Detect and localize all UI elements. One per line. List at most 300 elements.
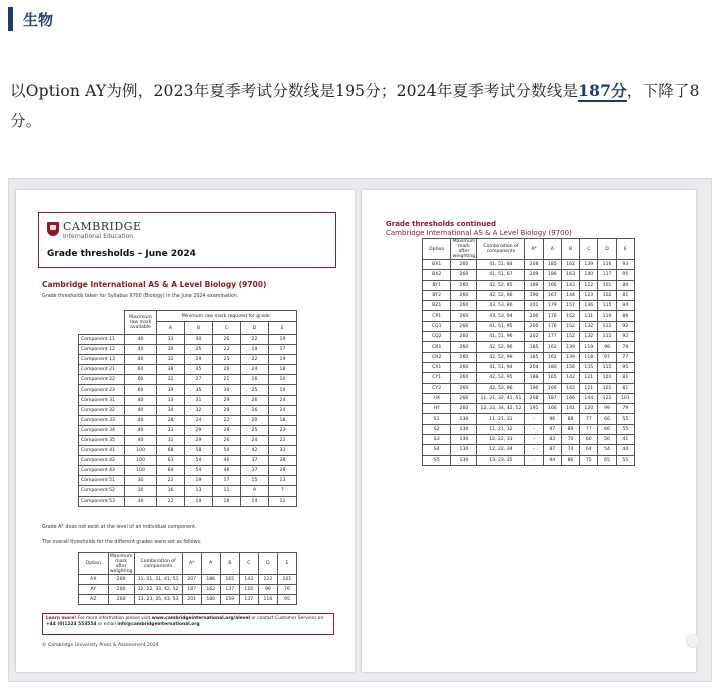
cambridge-logo	[47, 221, 141, 241]
table-cell: 119	[580, 342, 598, 352]
option-cell: CY2	[423, 383, 451, 393]
table-cell: 89	[561, 424, 579, 434]
table-cell: 101	[616, 393, 634, 403]
table-cell: 116	[258, 595, 277, 605]
table-cell: 88	[561, 414, 579, 424]
table-cell: 40	[125, 405, 157, 415]
table-cell: 208	[525, 393, 543, 403]
option-cell: BX2	[423, 270, 451, 280]
table-cell: 180	[543, 362, 561, 372]
table-cell: 112	[598, 332, 616, 342]
option-cell: BY2	[423, 290, 451, 300]
table-row	[423, 383, 635, 393]
table-cell: 95	[277, 595, 296, 605]
table-cell: 58	[184, 446, 212, 456]
table-cell: 260	[451, 342, 477, 352]
table-row	[423, 404, 635, 414]
table-cell: 190	[525, 383, 543, 393]
logo-name: CAMBRIDGE	[63, 220, 142, 233]
learn-more-phone: +44 (0)1223 553554	[46, 622, 97, 627]
col-header: Option	[79, 553, 109, 575]
component-name-cell: Component 32	[79, 405, 125, 415]
table-cell: 14	[240, 496, 268, 506]
table-cell: 207	[182, 575, 201, 585]
col-header: A	[543, 239, 561, 260]
table-cell: 191	[525, 404, 543, 414]
table-row	[423, 435, 635, 445]
table-cell: 189	[525, 280, 543, 290]
table-cell: 141	[561, 404, 579, 414]
table-cell: –	[525, 414, 543, 424]
table-cell: 123	[580, 290, 598, 300]
table-cell: 28	[157, 415, 185, 425]
shield-icon	[47, 222, 59, 236]
learn-more-email[interactable]: info@cambridgeinternational.org	[117, 622, 200, 627]
table-row	[79, 355, 297, 365]
table-cell: 186	[543, 270, 561, 280]
table-cell: 97	[598, 352, 616, 362]
table-row	[79, 456, 297, 466]
table-row	[79, 435, 297, 445]
table-cell: 17	[268, 345, 296, 355]
table-cell: 186	[201, 575, 220, 585]
table-cell: 260	[451, 352, 477, 362]
table-cell: 162	[543, 352, 561, 362]
table-cell: 41, 51, 84	[477, 260, 525, 270]
table-cell: 21	[212, 375, 240, 385]
table-row	[423, 280, 635, 290]
table-cell: 130	[451, 414, 477, 424]
paragraph-text-1: 以Option AY为例，2023年夏季考试分数线是195分；2024年夏季考试分数线是	[10, 82, 579, 100]
table-cell: 166	[561, 393, 579, 403]
table-cell: 179	[543, 301, 561, 311]
table-cell: 167	[543, 290, 561, 300]
table-cell: 31	[184, 395, 212, 405]
table-cell: 208	[525, 260, 543, 270]
option-cell: CX1	[423, 362, 451, 372]
table-cell: 200	[525, 321, 543, 331]
option-cell: S1	[423, 414, 451, 424]
table-cell: 55	[616, 424, 634, 434]
table-cell: 24	[268, 405, 296, 415]
table-cell: 176	[543, 321, 561, 331]
table-cell: 130	[451, 455, 477, 465]
summary-paragraph	[10, 76, 710, 136]
table-cell: 26	[212, 335, 240, 345]
continued-subheading: Cambridge International AS & A Level Biology (9700)	[386, 229, 572, 237]
component-name-cell: Component 42	[79, 456, 125, 466]
table-cell: 118	[580, 352, 598, 362]
component-name-cell: Component 31	[79, 395, 125, 405]
table-row	[79, 335, 297, 345]
table-cell: 30	[125, 496, 157, 506]
table-cell: 24	[184, 415, 212, 425]
table-cell: 28	[268, 456, 296, 466]
table-cell: 25	[184, 345, 212, 355]
table-cell: 152	[561, 311, 579, 321]
table-row	[79, 446, 297, 456]
table-cell: 65	[598, 455, 616, 465]
col-header: Maximum mark after weighting	[109, 553, 133, 574]
table-cell: 102	[598, 290, 616, 300]
table-row	[79, 345, 297, 355]
table-cell: 157	[561, 301, 579, 311]
col-header: E	[277, 553, 296, 575]
table-cell: 115	[598, 362, 616, 372]
table-cell: 66	[598, 424, 616, 434]
table-cell: 116	[239, 585, 258, 595]
table-cell: 34	[157, 405, 185, 415]
table-cell: 46	[212, 466, 240, 476]
table-cell: 166	[543, 280, 561, 290]
table-cell: 19	[268, 335, 296, 345]
table-cell: 177	[543, 332, 561, 342]
table-cell: 12	[268, 496, 296, 506]
document-header-box	[38, 212, 336, 268]
table-cell: 75	[580, 455, 598, 465]
table-cell: 135	[580, 362, 598, 372]
table-cell: 12, 22, 34, 42, 52	[477, 404, 525, 414]
table-cell: 165	[220, 575, 239, 585]
table-cell: 18	[268, 415, 296, 425]
option-cell: CQ2	[423, 332, 451, 342]
table-cell: 260	[451, 311, 477, 321]
option-cell: CR1	[423, 342, 451, 352]
note-astar: Grade A* does not exist at the level of an individual component.	[42, 525, 197, 530]
table-cell: 33	[157, 335, 185, 345]
table-cell: 60	[125, 375, 157, 385]
option-cell: S2	[423, 424, 451, 434]
table-cell: 79	[616, 404, 634, 414]
table-cell: 63	[157, 456, 185, 466]
component-name-cell: Component 22	[79, 375, 125, 385]
table-row	[79, 425, 297, 435]
table-cell: 15	[240, 476, 268, 486]
option-cell: CR2	[423, 352, 451, 362]
col-header: Option	[423, 239, 451, 260]
col-header: C	[580, 239, 598, 260]
table-cell: 176	[543, 311, 561, 321]
table-cell: 130	[451, 424, 477, 434]
component-name-cell: Component 13	[79, 355, 125, 365]
table-cell: 87	[543, 445, 561, 455]
syllabus-subheading: Grade thresholds taken for Syllabus 9700 (Biology) in the June 2024 examination.	[42, 294, 239, 299]
table-row	[79, 375, 297, 385]
table-cell: 260	[451, 280, 477, 290]
table-cell: 162	[561, 260, 579, 270]
table-cell: 101	[598, 383, 616, 393]
table-cell: 89	[616, 311, 634, 321]
table-cell: 41	[616, 435, 634, 445]
component-name-cell: Component 11	[79, 335, 125, 345]
table-row	[423, 290, 635, 300]
table-cell: –	[525, 455, 543, 465]
table-cell: 9	[240, 486, 268, 496]
table-cell: 41, 51, 95	[477, 321, 525, 331]
table-cell: 100	[125, 466, 157, 476]
copyright-text: © Cambridge University Press & Assessment 2024	[42, 643, 159, 648]
table-row	[423, 342, 635, 352]
table-cell: 55	[616, 455, 634, 465]
table-cell: 180	[201, 595, 220, 605]
table-cell: 144	[561, 290, 579, 300]
table-cell: 185	[543, 260, 561, 270]
table-cell: 120	[580, 404, 598, 414]
col-group-header: Minimum raw mark required for grade:	[157, 311, 297, 322]
table-cell: 19	[268, 355, 296, 365]
table-cell: 22	[240, 355, 268, 365]
grade-header: E	[268, 322, 296, 335]
logo-subtitle: International Education	[63, 233, 134, 240]
table-cell: 55	[616, 414, 634, 424]
table-cell: 22	[157, 476, 185, 486]
scroll-indicator[interactable]	[686, 634, 700, 648]
table-cell: 19	[184, 476, 212, 486]
table-cell: 25	[240, 425, 268, 435]
option-cell: HX	[423, 393, 451, 403]
col-header: A*	[525, 239, 543, 260]
table-cell: 64	[157, 466, 185, 476]
table-cell: 30	[157, 345, 185, 355]
table-cell: 74	[561, 445, 579, 455]
table-cell: 260	[451, 362, 477, 372]
table-cell: 81	[616, 290, 634, 300]
table-cell: 16	[157, 486, 185, 496]
table-cell: 94	[616, 301, 634, 311]
table-cell: 121	[580, 383, 598, 393]
table-cell: 37	[240, 466, 268, 476]
table-cell: 260	[451, 321, 477, 331]
table-cell: 260	[451, 383, 477, 393]
table-row	[79, 595, 297, 605]
table-cell: 100	[125, 456, 157, 466]
table-cell: 27	[184, 375, 212, 385]
table-cell: 54	[184, 466, 212, 476]
section-title: 生物	[23, 10, 54, 29]
table-cell: 32	[184, 405, 212, 415]
table-cell: 43, 53, 94	[477, 311, 525, 321]
table-cell: 185	[525, 342, 543, 352]
table-cell: 19	[240, 345, 268, 355]
table-cell: 17	[212, 476, 240, 486]
table-row	[423, 393, 635, 403]
col-header: D	[258, 553, 277, 575]
table-cell: 139	[580, 260, 598, 270]
right-document-page	[362, 190, 696, 672]
table-cell: 54	[598, 445, 616, 455]
table-cell: 32	[157, 375, 185, 385]
table-cell: 136	[580, 301, 598, 311]
table-cell: 99	[598, 404, 616, 414]
table-row	[423, 362, 635, 372]
table-cell: 60	[125, 385, 157, 395]
table-cell: 93	[616, 260, 634, 270]
component-name-cell: Component 23	[79, 385, 125, 395]
component-name-cell: Component 43	[79, 466, 125, 476]
table-cell: 200	[525, 311, 543, 321]
table-cell: 77	[616, 352, 634, 362]
table-cell: 39	[157, 385, 185, 395]
table-row	[423, 414, 635, 424]
col-header: Maximum mark after weighting	[452, 239, 476, 259]
option-cell: AX	[79, 575, 109, 585]
table-cell: 187	[543, 393, 561, 403]
option-threshold-table	[78, 552, 297, 605]
table-cell: 42, 52, 96	[477, 383, 525, 393]
component-name-cell: Component 21	[79, 365, 125, 375]
table-cell: 42, 52, 85	[477, 280, 525, 290]
table-cell: 96	[543, 414, 561, 424]
table-cell: 40	[125, 435, 157, 445]
table-cell: 50	[598, 435, 616, 445]
grade-header: B	[184, 322, 212, 335]
table-cell: 11, 21, 31	[477, 414, 525, 424]
table-cell: 40	[125, 345, 157, 355]
table-cell: 28	[268, 466, 296, 476]
table-cell: 18	[268, 365, 296, 375]
table-cell: 12, 22, 34	[477, 445, 525, 455]
option-cell: S3	[423, 435, 451, 445]
table-cell: 40	[125, 355, 157, 365]
table-cell: 42, 52, 95	[477, 373, 525, 383]
table-cell: 22	[268, 435, 296, 445]
table-cell: 12, 22, 33, 42, 52	[134, 585, 182, 595]
table-cell: 29	[184, 355, 212, 365]
table-cell: 122	[258, 575, 277, 585]
table-cell: 22	[212, 415, 240, 425]
table-cell: 30	[125, 486, 157, 496]
table-cell: 260	[451, 332, 477, 342]
table-cell: 22	[212, 345, 240, 355]
table-cell: 29	[212, 395, 240, 405]
table-cell: 137	[239, 595, 258, 605]
col-header: B	[220, 553, 239, 575]
col-header: E	[616, 239, 634, 260]
table-cell: 35	[184, 365, 212, 375]
table-cell: 156	[561, 362, 579, 372]
option-cell: BY1	[423, 280, 451, 290]
note-overall: The overall thresholds for the different grades were set as follows.	[42, 540, 202, 545]
table-cell: 144	[580, 393, 598, 403]
table-cell: 77	[580, 414, 598, 424]
table-cell: 166	[543, 383, 561, 393]
table-cell: 110	[598, 311, 616, 321]
table-cell: 70	[561, 435, 579, 445]
table-cell: 40	[125, 415, 157, 425]
component-name-cell: Component 41	[79, 446, 125, 456]
table-cell: 143	[239, 575, 258, 585]
table-cell: 112	[598, 321, 616, 331]
table-cell: 162	[201, 585, 220, 595]
table-cell: 94	[543, 455, 561, 465]
table-cell: 16	[240, 375, 268, 385]
table-cell: 33	[157, 395, 185, 405]
col-header: D	[598, 239, 616, 260]
table-cell: 260	[451, 260, 477, 270]
learn-more-text: For more information please visit	[76, 616, 152, 621]
table-cell: 41, 51, 67	[477, 270, 525, 280]
table-cell: 202	[525, 332, 543, 342]
table-cell: 166	[543, 404, 561, 414]
table-row	[423, 332, 635, 342]
table-cell: 26	[240, 395, 268, 405]
table-cell: 16	[212, 496, 240, 506]
table-cell: –	[525, 445, 543, 455]
table-row	[79, 365, 297, 375]
table-row	[79, 466, 297, 476]
component-threshold-table	[78, 310, 297, 507]
table-row	[423, 270, 635, 280]
table-cell: 95	[616, 362, 634, 372]
table-cell: 24	[240, 365, 268, 375]
paragraph-highlight: 187分	[578, 81, 627, 100]
table-cell: 13	[184, 486, 212, 496]
table-cell: 77	[580, 424, 598, 434]
syllabus-heading: Cambridge International AS & A Level Biology (9700)	[42, 280, 267, 289]
table-cell: 76	[277, 585, 296, 595]
continued-threshold-table	[422, 238, 635, 466]
table-row	[423, 301, 635, 311]
table-cell: 11, 21, 32, 41, 51	[477, 393, 525, 403]
table-cell: 30	[212, 385, 240, 395]
learn-more-text: or email	[96, 622, 118, 627]
table-cell: 163	[561, 270, 579, 280]
table-cell: 165	[543, 373, 561, 383]
table-cell: 26	[240, 405, 268, 415]
table-cell: 132	[580, 332, 598, 342]
table-row	[423, 260, 635, 270]
table-cell: 30	[125, 476, 157, 486]
table-cell: 22	[157, 496, 185, 506]
table-cell: 50	[212, 446, 240, 456]
col-header-max-mark: Maximum raw mark available	[125, 311, 157, 335]
table-cell: 64	[580, 445, 598, 455]
table-row	[79, 415, 297, 425]
table-cell: 22	[240, 335, 268, 345]
option-cell: CY1	[423, 373, 451, 383]
col-header: A	[201, 553, 220, 575]
table-cell: 33	[157, 425, 185, 435]
table-cell: 99	[598, 342, 616, 352]
learn-more-text: or contact Customer Services on	[250, 616, 324, 621]
option-cell: S5	[423, 455, 451, 465]
table-cell: 131	[580, 311, 598, 321]
table-row	[79, 486, 297, 496]
component-name-cell: Component 12	[79, 345, 125, 355]
table-cell: 32	[157, 355, 185, 365]
option-cell: S4	[423, 445, 451, 455]
table-cell: 83	[543, 435, 561, 445]
grade-header: A	[157, 322, 185, 335]
table-cell: 92	[616, 321, 634, 331]
col-header: Combination of components	[134, 553, 182, 575]
table-cell: 260	[108, 575, 134, 585]
table-cell: 40	[125, 425, 157, 435]
option-cell: CQ1	[423, 321, 451, 331]
component-name-cell: Component 34	[79, 425, 125, 435]
table-cell: 66	[598, 414, 616, 424]
left-document-page	[16, 190, 355, 672]
table-cell: 41, 51, 94	[477, 362, 525, 372]
table-row	[79, 385, 297, 395]
table-cell: 38	[157, 365, 185, 375]
table-cell: 43, 53, 86	[477, 301, 525, 311]
table-cell: 19	[268, 385, 296, 395]
table-cell: 96	[258, 585, 277, 595]
table-cell: 142	[561, 383, 579, 393]
grade-header: C	[212, 322, 240, 335]
learn-more-link[interactable]: www.cambridgeinternational.org/alevel	[151, 616, 251, 621]
